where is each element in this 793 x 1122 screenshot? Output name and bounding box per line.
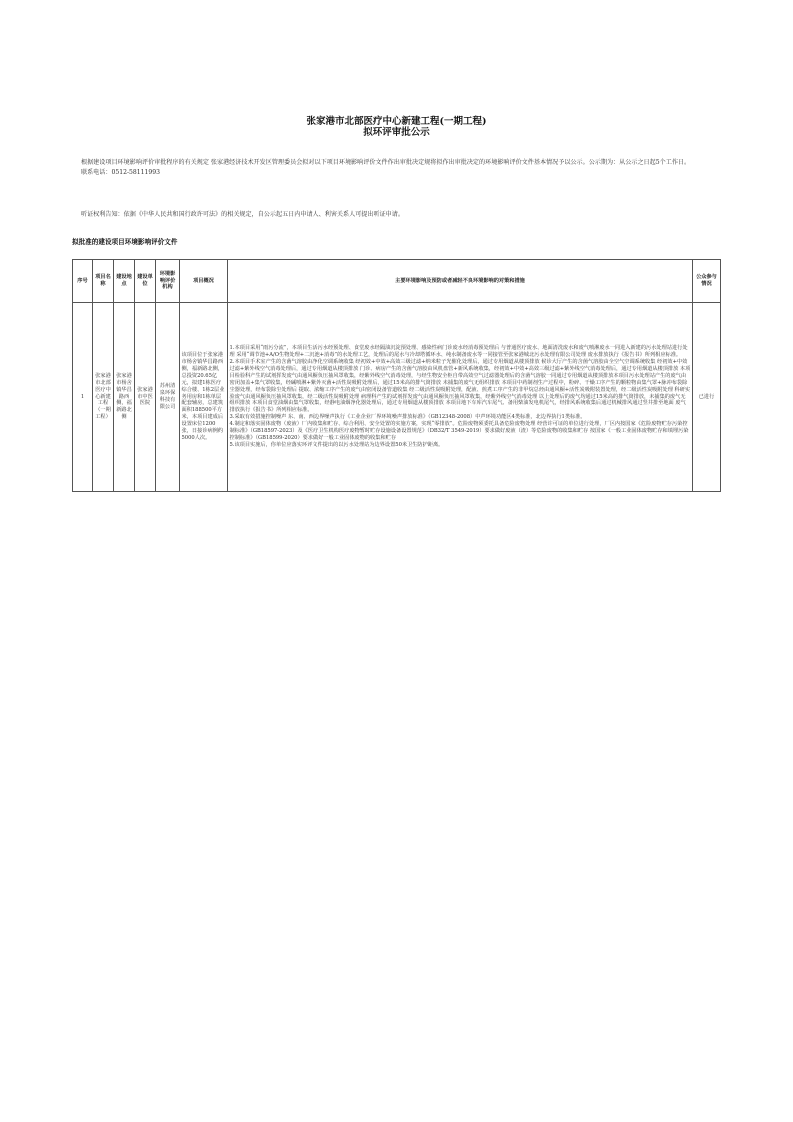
measure-item: 2.本项目手术室产生的含菌气溶胶由净化空调系统收集 经初效+中效+高效三级过滤+纳米粒子光催化处理后，通过专用烟道从楼顶排放 候诊大厅产生的含菌气溶胶由全空气空调系统收集 经初效+中效过滤+紫外线空气消毒处理后，通过专用烟道从楼顶排放 门诊、病房产生的含菌气溶胶由风机盘管+新风系统收集，经初效+中效+高效三级过滤+紫外线空气消毒处理后，通过专用烟道从楼顶排放 本项目检验科产生的试剂挥发废气由通风橱负压抽风罩收集，经紫外线空气消毒处理，与经生物安全柜自带高效空气过滤器处理后的含菌气溶胶一同通过专用烟道从楼顶排放本项目污水处理站产生的废气由密闭加盖+集气罩收集，经碱喷淋+紫外灭菌+活性炭吸附处理后，通过15米高的排气筒排放 未捕集的废气无组织排放 本项目中药制剂生产过程中，粉碎、干燥工序产生的颗粒物由集气罩+脉冲布袋除尘器处理，经布袋除尘处理后 提取、浓缩工序产生的废气由密闭设备管道收集 经二级活性炭吸附处理，配液、煎煮工序产生的非甲烷总烃由通风橱+活性炭吸附装置处理，经二级活性炭吸附处理 科研实验废气由通风橱负压抽风罩收集，经二级活性炭吸附处理 病理科产生的试剂挥发废气由通风橱负压抽风罩收集，经紫外线空气消毒处理 以上处理后的废气均通过15米高的排气筒排放，未捕集的废气无组织排放 本项目食堂油烟由集气罩收集，经静电油烟净化器处理后，通过专用烟道从楼顶排放 本项目地下车库汽车尾气、备用柴油发电机尾气，经排风系统收集后通过机械排风通过竖井排至地面 废气排放执行《报告书》所列相应标准。 (229, 359, 691, 414)
cell-name: 张家港市北部医疗中心新建工程（一期工程） (93, 303, 114, 492)
header-seq: 序号 (73, 260, 93, 303)
eia-table (72, 259, 721, 492)
table-row (73, 303, 721, 492)
page-title: 张家港市北部医疗中心新建工程(一期工程) (306, 116, 487, 127)
header-overview: 项目概况 (180, 260, 228, 303)
cell-unit: 张家港市中医医院 (135, 303, 156, 492)
header-name: 项目名称 (93, 260, 114, 303)
intro-block (72, 158, 720, 178)
measure-item: 1.本项目采用“雨污分流”，本项目生活污水经预处理、食堂废水经隔油沉淀预处理、感染性病门诊废水经消毒预处理后 与普通医疗废水、地面清洗废水和废气喷淋废水一同进入新建的污水处理站进行处理 采用“调节池+A/O生物处理+二沉池+消毒”的水处理工艺，处理后的尾水与冷却塔循环水、纯水制备废水等一同接管至张家港城北污水处理有限公司处理 废水排放执行《报告书》所列相应标准。 (229, 345, 688, 359)
hearing-notice: 听证权利告知：依据《中华人民共和国行政许可法》的相关规定，自公示起五日内申请人、利害关系人可提出听证申请。 (81, 211, 404, 218)
page-subtitle: 拟环评审批公示 (363, 127, 430, 138)
cell-overview: 该项目位于张家港市杨舍镇华昌路西侧，福新路北侧，总投资20.65亿元，拟建1栋医疗综合楼、1栋2层业务用房和1栋单层配套辅房，总建筑面积188500平方米，本项目建成后设置床位1200张，日接诊病例约5000人次。 (180, 303, 228, 492)
cell-eia-org: 苏州清泉环保科技有限公司 (156, 303, 180, 492)
measure-item: 4.制定和落实固体废物（废液）厂内收集和贮存、综合利用、安全处置的实施方案，实现“零排放”。危险废物须委托具备危险废物处理 经营许可证的单位进行处理，厂区内按国家《危险废物贮存污染控制标准》（GB18597-2023）及《医疗卫生机构医疗废物暂时贮存设施设备设置规范》（DB32/T 3549-2019）要求做好废液（渣）等危险废物的收集和贮存 按国家《一般工业固体废物贮存和填埋污染控制标准》（GB18599-2020）要求做好一般工业固体废物的收集和贮存 (229, 421, 689, 441)
header-measures: 主要环境影响及预防或者减轻不良环境影响的对策和措施 (228, 260, 693, 303)
header-unit: 建设单位 (135, 260, 156, 303)
header-participation: 公众参与情况 (693, 260, 721, 303)
header-eia-org: 环境影响评价机构 (156, 260, 180, 303)
contact-phone: 联系电话：0512-58111993 (81, 168, 161, 176)
cell-participation: 已进行 (693, 303, 721, 492)
cell-location: 张家港市杨舍镇华昌路西侧，福新路北侧 (114, 303, 135, 492)
header-location: 建设地点 (114, 260, 135, 303)
section-title: 拟批准的建设项目环境影响评价文件 (72, 238, 178, 246)
intro-paragraph: 根据建设项目环境影响评价审批程序的有关规定 张家港经济技术开发区管理委员会拟对以下项目环境影响评价文件作出审批决定规将拟作出审批决定的环境影响评价文件基本情况予以公示。公示期为：从公示之日起5个工作日。 (81, 159, 691, 166)
cell-seq: 1 (73, 303, 93, 492)
measure-item: 3.采取有效措施控制噪声 东、南、西边界噪声执行《工业企业厂界环境噪声排放标准》（GB12348-2008）中声环境功能区4类标准，北边界执行1类标准。 (229, 414, 586, 421)
measure-item: 5.该项目实施后，你单位应落实环评文件提出的以污水处理站为边界设置50米卫生防护距离。 (229, 441, 444, 448)
cell-measures (228, 303, 693, 492)
table-header-row (73, 260, 721, 303)
